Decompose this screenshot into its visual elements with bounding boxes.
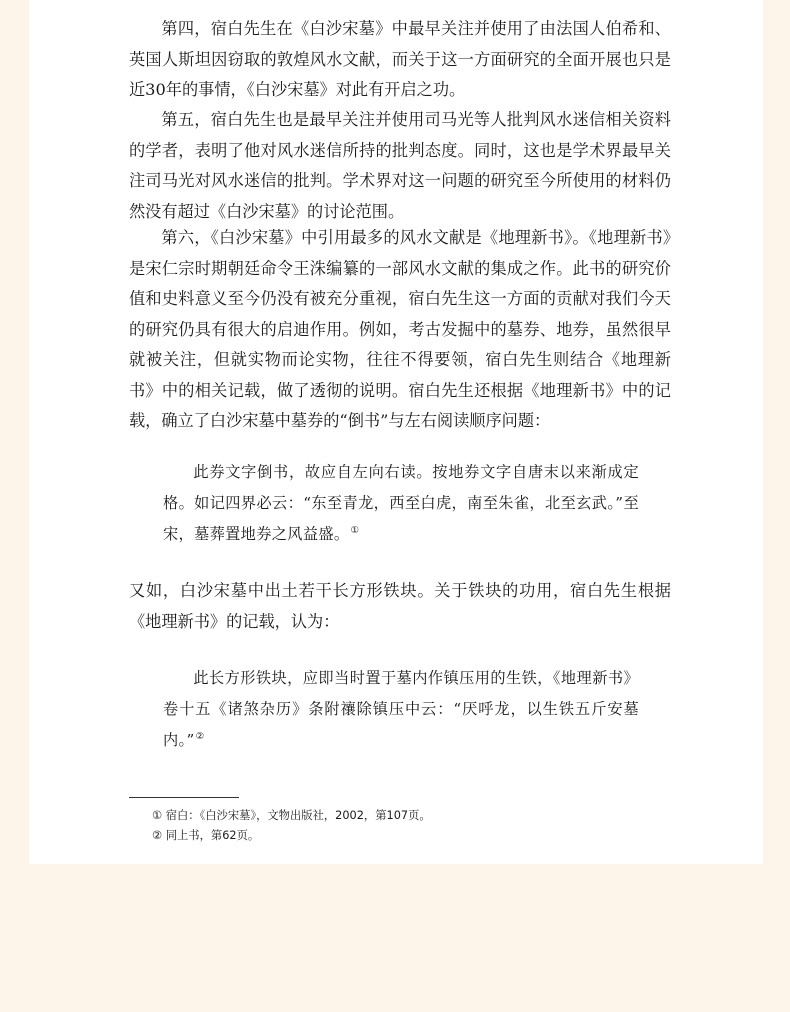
footnote-list xyxy=(152,806,431,846)
paragraph-sixth-point: 第六，《白沙宋墓》中引用最多的风水文献是《地理新书》。《地理新书》是宋仁宗时期朝廷命令王洙编纂的一部风水文献的集成之作。此书的研究价值和史料意义至今仍没有被充分重视，宿白先生这一方面的贡献对我们今天的研究仍具有很大的启迪作用。例如，考古发掘中的墓券、地券，虽然很早就被关注，但就实物而论实物，往往不得要领，宿白先生则结合《地理新书》中的相关记载，做了透彻的说明。宿白先生还根据《地理新书》中的记载，确立了白沙宋墓中墓券的“倒书”与左右阅读顺序问题： xyxy=(129,228,671,430)
footnote-ref-1[interactable]: ① xyxy=(350,524,360,536)
block-quote-2 xyxy=(163,663,639,756)
document-page xyxy=(29,0,763,864)
footnote-divider xyxy=(129,797,239,798)
footnote-1: ① 宿白：《白沙宋墓》，文物出版社，2002，第107页。 xyxy=(152,809,431,822)
block-quote-1-text: 此券文字倒书，故应自左向右读。按地券文字自唐末以来渐成定格。如记四界必云：“东至青龙，西至白虎，南至朱雀，北至玄武。”至宋，墓葬置地券之风益盛。 xyxy=(163,463,639,543)
footnote-2: ② 同上书，第62页。 xyxy=(152,829,260,842)
footnote-ref-2[interactable]: ② xyxy=(195,730,205,742)
paragraph-fifth-point: 第五，宿白先生也是最早关注并使用司马光等人批判风水迷信相关资料的学者，表明了他对风水迷信所持的批判态度。同时，这也是学术界最早关注司马光对风水迷信的批判。学术界对这一问题的研究至今所使用的材料仍然没有超过《白沙宋墓》的讨论范围。 xyxy=(129,110,671,221)
block-quote-1 xyxy=(163,457,639,550)
block-quote-2-text: 此长方形铁块，应即当时置于墓内作镇压用的生铁，《地理新书》卷十五《诸煞杂历》条附禳除镇压中云：“厌呼龙，以生铁五斤安墓内。” xyxy=(163,669,639,749)
paragraph-iron-blocks: 又如，白沙宋墓中出土若干长方形铁块。关于铁块的功用，宿白先生根据《地理新书》的记载，认为： xyxy=(129,581,671,631)
paragraph-fourth-point: 第四，宿白先生在《白沙宋墓》中最早关注并使用了由法国人伯希和、英国人斯坦因窃取的敦煌风水文献，而关于这一方面研究的全面开展也只是近30年的事情，《白沙宋墓》对此有开启之功。 xyxy=(129,19,671,99)
